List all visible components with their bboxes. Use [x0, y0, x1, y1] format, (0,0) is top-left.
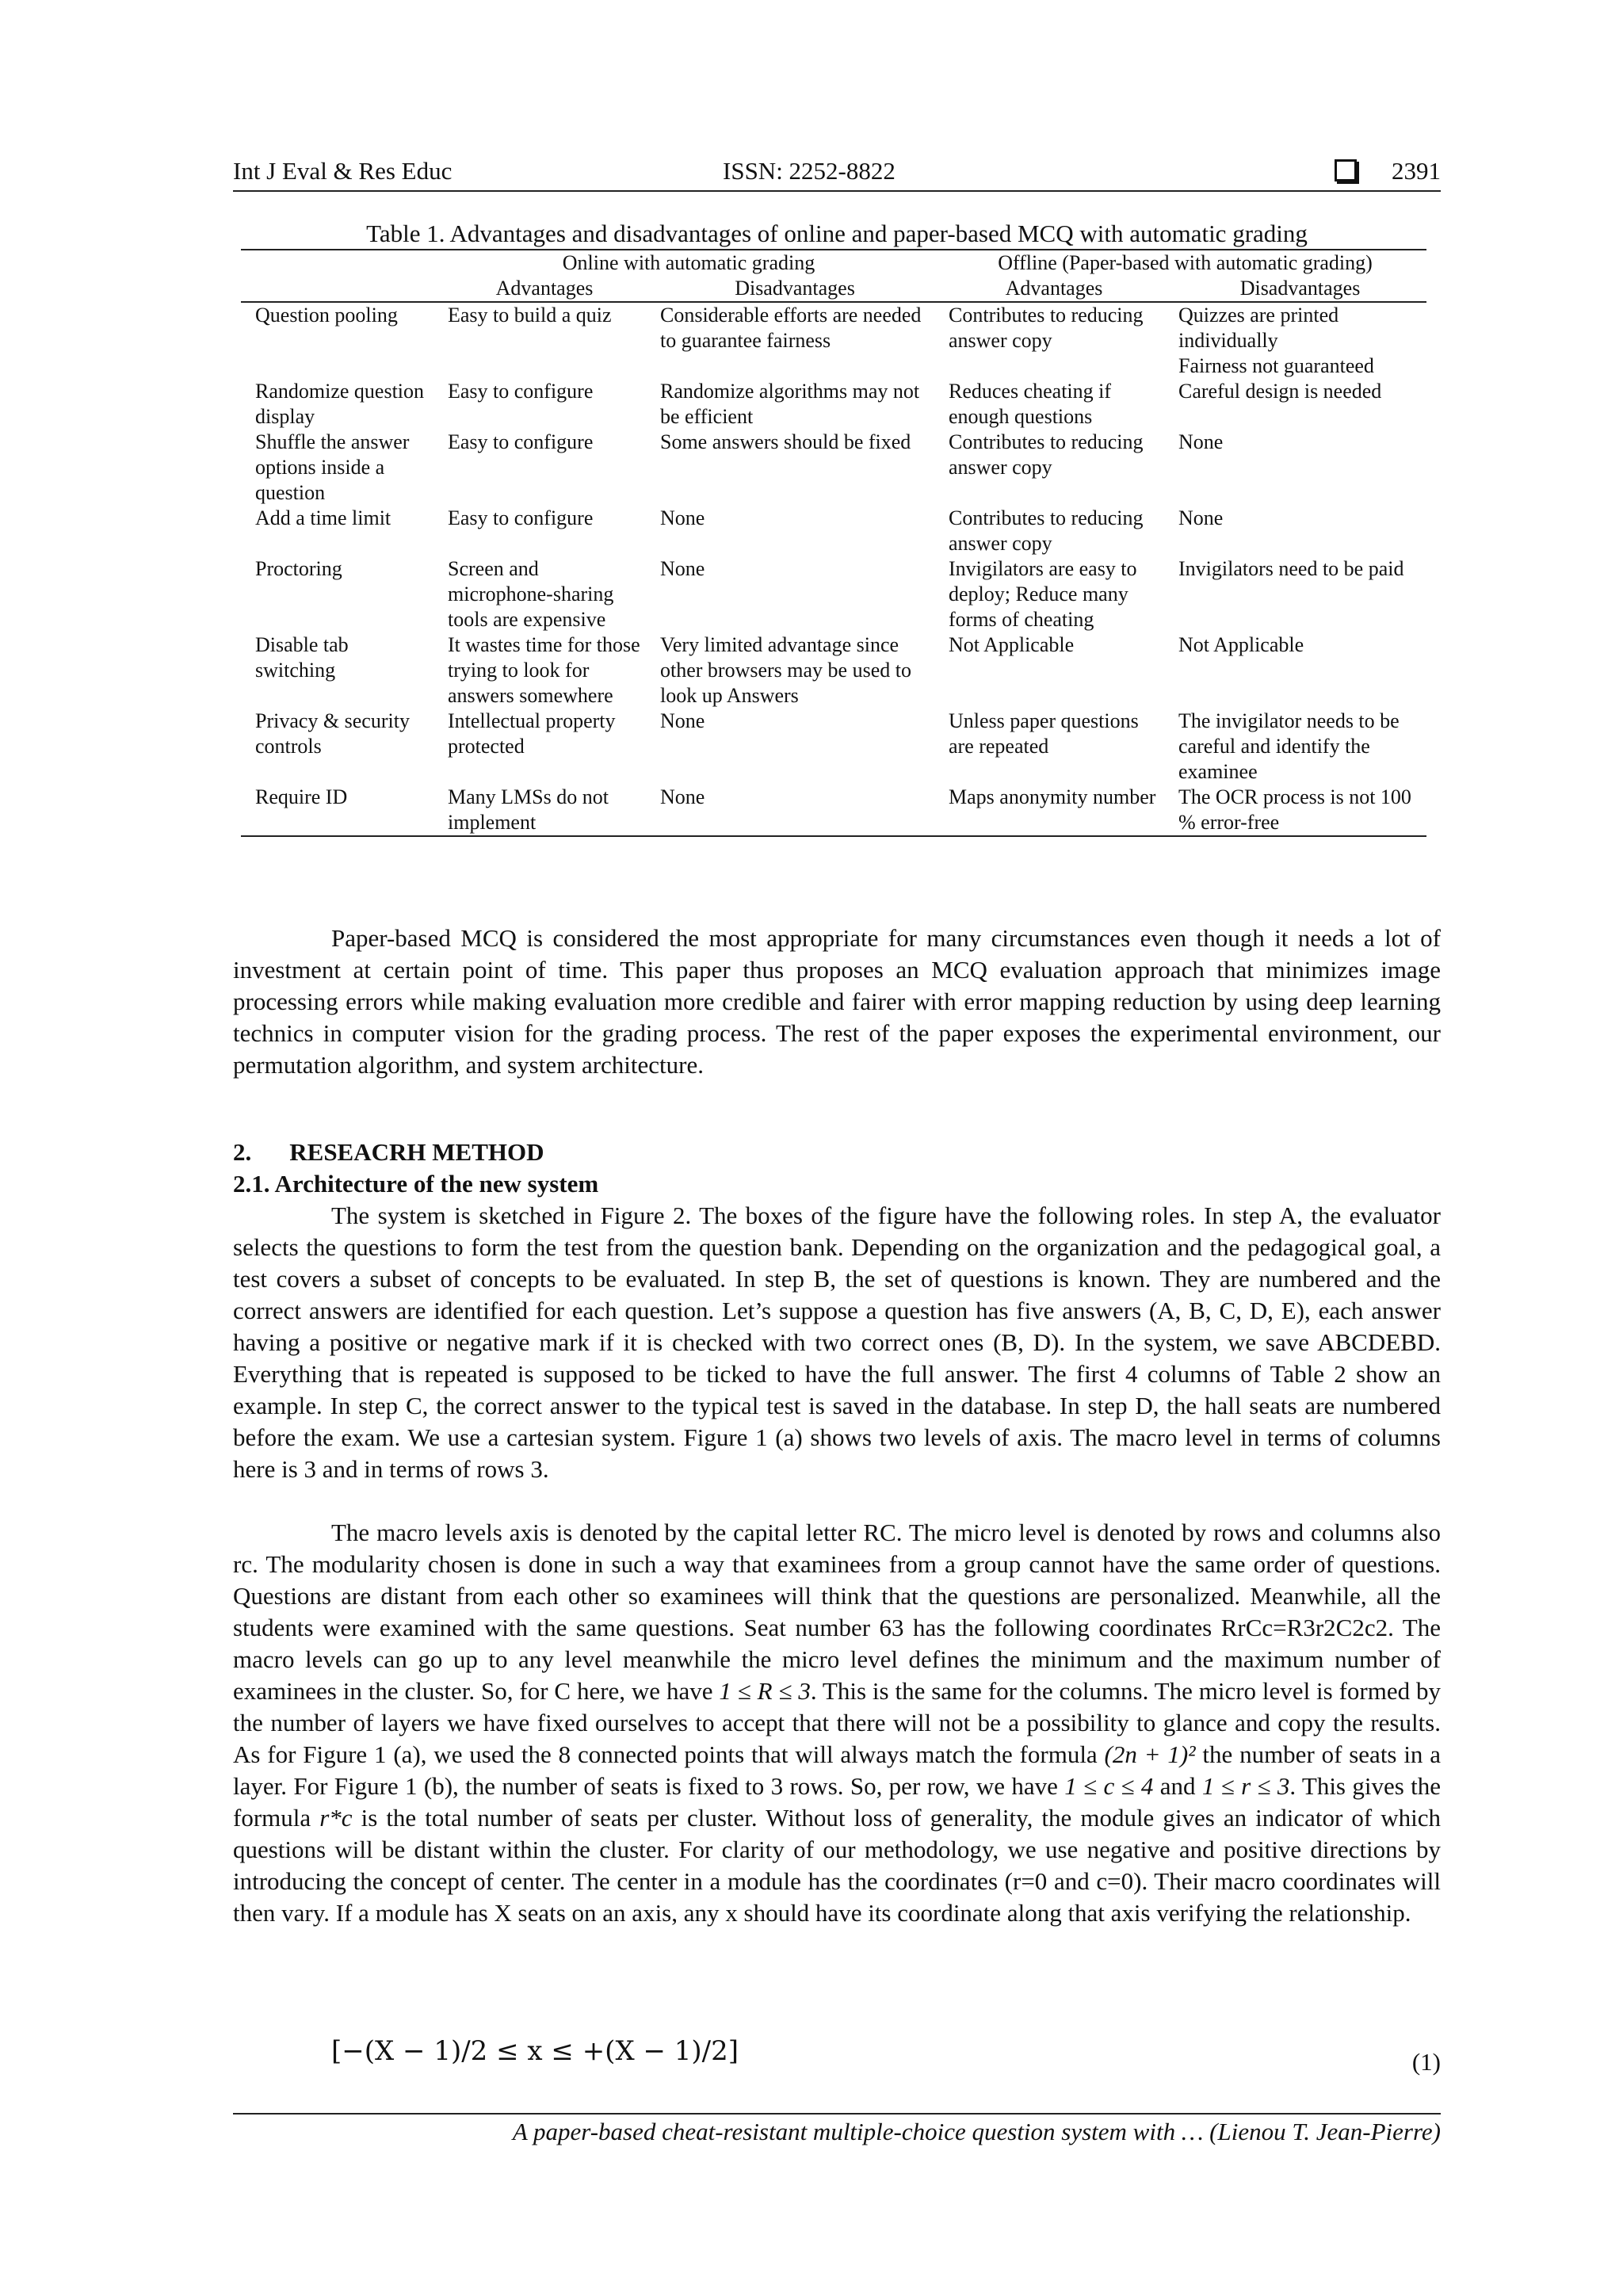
table-group-header	[241, 250, 1426, 276]
table-row	[241, 302, 1426, 379]
sub-header: Disadvantages	[1239, 277, 1361, 300]
table-cell: The invigilator needs to be careful and identify the examinee	[1178, 709, 1400, 783]
intro-paragraph: Paper-based MCQ is considered the most appropriate for many circumstances even though it needs a lot of investment at certain point of time. This paper thus proposes an MCQ evaluation approach that minimizes image processing errors while making evaluation more credible and fairer with error mapping reduction by using deep learning technics in computer vision for the grading process. The rest of the paper exposes the experimental environment, our permutation algorithm, and system architecture.	[233, 924, 1441, 1079]
table-cell: Considerable efforts are needed to guarantee fairness	[660, 304, 922, 352]
table-header-empty	[241, 276, 433, 302]
row-label: Add a time limit	[255, 506, 391, 529]
table-row	[241, 430, 1426, 506]
table-cell: None	[1178, 506, 1224, 529]
row-label: Randomize question display	[255, 380, 425, 428]
table-row	[241, 632, 1426, 709]
row-label: Shuffle the answer options inside a question	[255, 430, 410, 504]
section-title: RESEACRH METHOD	[289, 1138, 544, 1166]
table-cell: Quizzes are printed individually Fairness not guaranteed	[1178, 304, 1374, 377]
table-cell: Unless paper questions are repeated	[949, 709, 1139, 758]
subsection-heading: 2.1. Architecture of the new system	[233, 1170, 599, 1198]
equation-expression: [−(X − 1)/2 ≤ x ≤ +(X − 1)/2]	[331, 2035, 739, 2067]
section-number: 2.	[233, 1138, 252, 1166]
sub-header: Advantages	[495, 277, 594, 300]
text-span: The macro levels axis is denoted by the capital letter RC. The micro level is denoted by rows and columns also rc. The modularity chosen is done in such a way that examinees from a group cannot have the same order of questions. Questions are distant from each other so examinees will think that the questions are personalized. Meanwhile, all the students were examined with the same questions. Seat number 63 has the following coordinates RrCc=R3r2C2c2. The macro levels can go up to any level meanwhile the micro level defines the minimum and the maximum number of examinees in the cluster. So, for C here, we have	[233, 1519, 1441, 1705]
section-heading	[233, 1137, 544, 1168]
text-span: the number of seats in a layer. For Figure 1 (b), the number of seats is fixed to 3 rows. So, per row, we have	[233, 1740, 1442, 1800]
sub-header: Advantages	[1005, 277, 1103, 300]
page-number-block	[1335, 155, 1441, 187]
table-cell: Intellectual property protected	[448, 709, 616, 758]
table-cell: Maps anonymity number	[949, 785, 1156, 808]
table-cell: Not Applicable	[949, 633, 1075, 656]
group-online: Online with automatic grading	[562, 251, 815, 274]
sub-header: Disadvantages	[735, 277, 855, 300]
running-header	[233, 155, 1441, 192]
table-cell: It wastes time for those trying to look for answers somewhere	[448, 633, 640, 707]
table-cell: Easy to configure	[448, 380, 594, 403]
equation-1	[331, 2035, 1441, 2091]
row-label: Proctoring	[255, 557, 342, 580]
page-number: 2391	[1392, 157, 1441, 185]
running-footer: A paper-based cheat-resistant multiple-choice question system with … (Lienou T. Jean-Pierre)	[233, 2113, 1441, 2149]
table-cell: Careful design is needed	[1178, 380, 1382, 403]
table-row	[241, 785, 1426, 836]
table-cell: Invigilators need to be paid	[1178, 557, 1404, 580]
text-span: is the total number of seats per cluster. Without loss of generality, the module gives an indicator of which questions will be distant within the cluster. For clarity of our methodology, we use negative and positive directions by introducing the concept of center. The center in a module has the coordinates (r=0 and c=0). Their macro coordinates will then vary. If a module has X seats on an axis, any x should have its coordinate along that axis verifying the relationship.	[233, 1804, 1442, 1927]
table-cell: None	[660, 785, 705, 808]
math-inline: 1 ≤ c ≤ 4	[1064, 1772, 1154, 1800]
table-cell: Contributes to reducing answer copy	[949, 506, 1144, 555]
paragraph-2	[233, 1517, 1441, 1929]
table-cell: Easy to build a quiz	[448, 304, 612, 327]
comparison-table	[241, 249, 1426, 837]
issn: ISSN: 2252-8822	[723, 157, 896, 185]
equation-number: (1)	[1411, 2048, 1441, 2076]
table-cell: Not Applicable	[1178, 633, 1304, 656]
math-inline: 1 ≤ R ≤ 3	[719, 1677, 811, 1705]
table-cell: Very limited advantage since other browsers may be used to look up Answers	[660, 633, 911, 707]
text-span: . This gives the formula	[233, 1772, 1441, 1832]
table-cell: Easy to configure	[448, 430, 594, 453]
table-row	[241, 379, 1426, 430]
table-cell: None	[660, 557, 705, 580]
table-cell: None	[1178, 430, 1224, 453]
table-row	[241, 556, 1426, 632]
table-header-empty	[241, 250, 433, 276]
square-icon	[1335, 159, 1357, 181]
table-row	[241, 506, 1426, 556]
row-label: Privacy & security controls	[255, 709, 410, 758]
table-cell: Contributes to reducing answer copy	[949, 430, 1144, 479]
text-span: and	[1159, 1772, 1196, 1800]
journal-name: Int J Eval & Res Educ	[233, 157, 453, 185]
math-inline: r*c	[319, 1804, 353, 1832]
table-cell: Easy to configure	[448, 506, 594, 529]
table-cell: Some answers should be fixed	[660, 430, 911, 453]
table-cell: Invigilators are easy to deploy; Reduce many forms of cheating	[949, 557, 1137, 631]
table-cell: Reduces cheating if enough questions	[949, 380, 1112, 428]
text-span: . This is the same for the columns. The micro level is formed by the number of layers we have fixed ourselves to accept that there will not be a possibility to glance and copy the results. As for Figure 1 (a), we used the 8 connected points that will always match the formula	[233, 1677, 1442, 1768]
table-cell: The OCR process is not 100 % error-free	[1178, 785, 1411, 834]
table-cell: Many LMSs do not implement	[448, 785, 609, 834]
table-cell: Contributes to reducing answer copy	[949, 304, 1144, 352]
row-label: Disable tab switching	[255, 633, 349, 682]
table-cell: Screen and microphone-sharing tools are expensive	[448, 557, 614, 631]
table-cell: None	[660, 506, 705, 529]
math-inline: (2n + 1)²	[1104, 1740, 1196, 1768]
group-offline: Offline (Paper-based with automatic grading)	[998, 251, 1373, 274]
math-inline: 1 ≤ r ≤ 3	[1201, 1772, 1290, 1800]
paragraph-1: The system is sketched in Figure 2. The boxes of the figure have the following roles. In step A, the evaluator selects the questions to form the test from the question bank. Depending on the organization and the pedagogical goal, a test covers a subset of concepts to be evaluated. In step B, the set of questions is known. They are numbered and the correct answers are identified for each question. Let’s suppose a question has five answers (A, B, C, D, E), each answer having a positive or negative mark if it is checked with two correct ones (B, D). In the system, we save ABCDEBD. Everything that is repeated is supposed to be ticked to have the full answer. The first 4 columns of Table 2 show an example. In step C, the correct answer to the typical test is saved in the database. In step D, the hall seats are numbered before the exam. We use a cartesian system. Figure 1 (a) shows two levels of axis. The macro level in terms of columns here is 3 and in terms of rows 3.	[233, 1201, 1441, 1483]
table-sub-header	[241, 276, 1426, 302]
row-label: Require ID	[255, 785, 348, 808]
table-cell: None	[660, 709, 705, 732]
table-caption: Table 1. Advantages and disadvantages of online and paper-based MCQ with automatic grading	[366, 220, 1308, 247]
table-row	[241, 709, 1426, 785]
row-label: Question pooling	[255, 304, 398, 327]
table-cell: Randomize algorithms may not be efficient	[660, 380, 920, 428]
